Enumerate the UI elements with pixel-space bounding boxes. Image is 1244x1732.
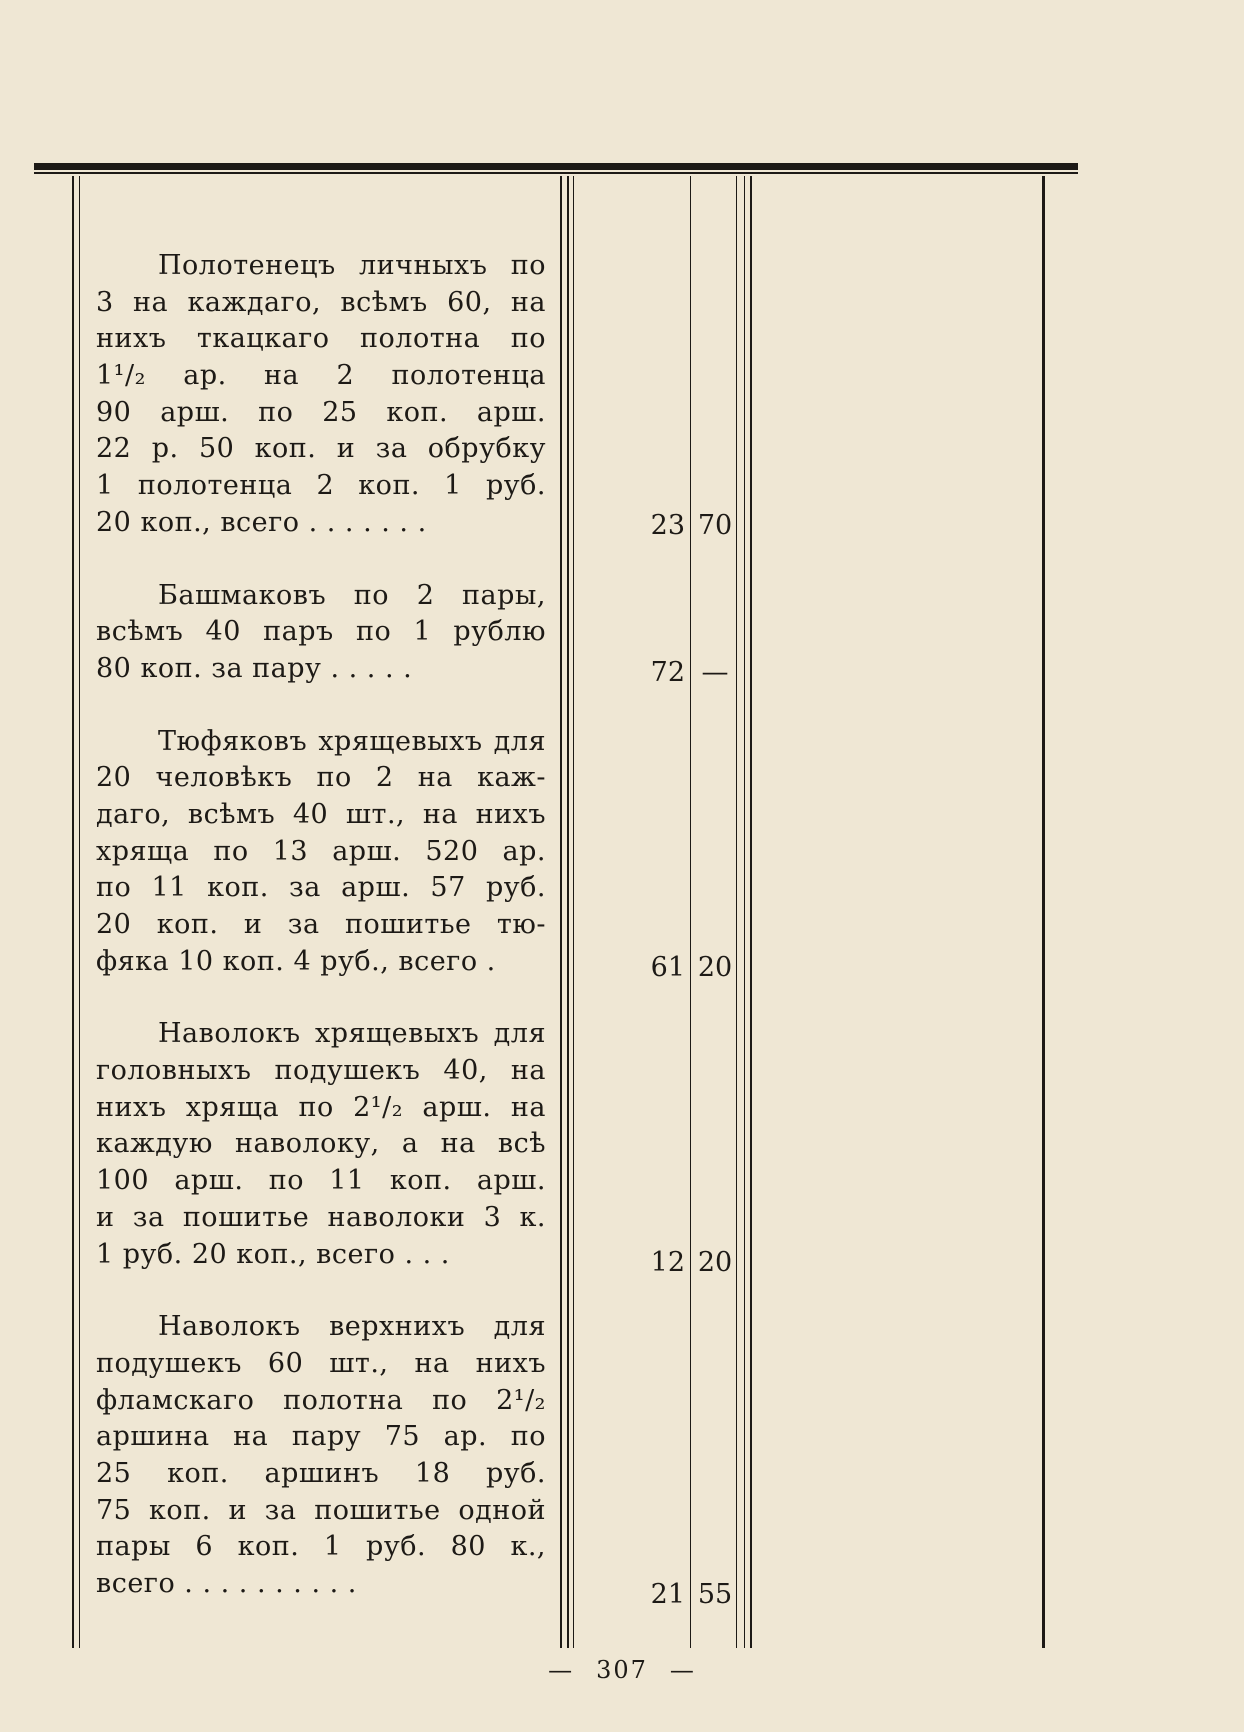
amount-column-rule	[750, 176, 752, 1648]
amount-column-rule	[736, 176, 737, 1648]
entry-line: головныхъ подушекъ 40, на	[96, 1055, 546, 1087]
entry-line: Тюфяковъ хрящевыхъ для	[158, 725, 546, 757]
amount-kopecks: 55	[697, 1579, 733, 1610]
entry-line: 20 человѣкъ по 2 на каж-	[96, 762, 546, 794]
entry-line: 1 руб. 20 коп., всего . . .	[96, 1238, 450, 1270]
top-double-rule	[34, 163, 1078, 170]
divider-rule	[573, 176, 574, 1648]
entry-line: 100 арш. по 11 коп. арш.	[96, 1165, 546, 1197]
entry	[96, 578, 546, 688]
page-footer	[0, 1656, 1244, 1684]
amount-rubles: 23	[650, 510, 685, 541]
entry-line: фламскаго полотна по 2¹/₂	[96, 1384, 546, 1416]
entry-line: Наволокъ верхнихъ для	[158, 1311, 546, 1343]
entry-line: нихъ ткацкаго полотна по	[96, 323, 546, 355]
left-border-rule	[72, 176, 74, 1648]
entry	[96, 248, 546, 542]
entry-line: 20 коп. и за пошитье тю-	[96, 909, 546, 940]
page-number: 307	[596, 1656, 648, 1684]
entry-line: по 11 коп. за арш. 57 руб.	[96, 872, 546, 904]
entry-line: подушекъ 60 шт., на нихъ	[96, 1347, 546, 1379]
amount-kopecks: —	[701, 657, 729, 688]
entry-line: 20 коп., всего . . . . . . .	[96, 506, 427, 538]
left-border-rule-thin	[79, 176, 80, 1648]
entry-line: фяка 10 коп. 4 руб., всего .	[96, 945, 496, 977]
entry-line: каждую наволоку, а на всѣ	[96, 1128, 546, 1160]
entry-line: аршина на пару 75 ар. по	[96, 1421, 546, 1453]
right-border-rule	[1042, 176, 1045, 1648]
amount-rubles: 12	[650, 1247, 685, 1278]
page-number-dash: —	[548, 1656, 575, 1684]
amount-kopecks: 20	[697, 1247, 733, 1278]
entry-line: всѣмъ 40 паръ по 1 рублю	[96, 616, 546, 648]
bleed-through-texture	[790, 248, 1030, 284]
top-double-rule-thin	[34, 172, 1078, 174]
entry-line: пары 6 коп. 1 руб. 80 к.,	[96, 1531, 546, 1563]
entry	[96, 1016, 546, 1273]
amount-kopecks: 70	[697, 510, 733, 541]
entry-line: 90 арш. по 25 коп. арш.	[96, 396, 546, 428]
entry-line: и за пошитье наволоки 3 к.	[96, 1201, 546, 1233]
entry-line: даго, всѣмъ 40 шт., на нихъ	[96, 798, 546, 830]
entry	[96, 724, 546, 981]
entry-line: 80 коп. за пару . . . . .	[96, 652, 413, 684]
entry-line: Полотенецъ личныхъ по	[158, 250, 546, 281]
entry-line: нихъ хряща по 2¹/₂ арш. на	[96, 1091, 546, 1123]
entry-line: хряща по 13 арш. 520 ар.	[96, 835, 546, 867]
amount-rubles: 21	[650, 1579, 685, 1610]
amount-column-rule	[744, 176, 745, 1648]
entry-line: Башмаковъ по 2 пары,	[158, 579, 546, 611]
amount-rubles: 72	[650, 657, 685, 688]
entry-line: Наволокъ хрящевыхъ для	[158, 1018, 546, 1050]
ruble-kopeck-divider	[690, 176, 691, 1648]
entry-line: 22 р. 50 коп. и за обрубку	[96, 433, 546, 465]
page-number-dash: —	[669, 1656, 696, 1684]
entry-line: всего . . . . . . . . . .	[96, 1568, 357, 1599]
entry-line: 25 коп. аршинъ 18 руб.	[96, 1457, 546, 1489]
amount-kopecks: 20	[697, 952, 733, 983]
divider-rule	[560, 176, 562, 1648]
entry-line: 1¹/₂ ар. на 2 полотенца	[96, 360, 546, 392]
entry-line: 1 полотенца 2 коп. 1 руб.	[96, 470, 546, 502]
entry-line: 3 на каждаго, всѣмъ 60, на	[96, 286, 546, 318]
divider-rule	[567, 176, 569, 1648]
entry-line: 75 коп. и за пошитье одной	[96, 1494, 546, 1526]
entry	[96, 1309, 546, 1603]
amount-rubles: 61	[650, 952, 685, 983]
entries-text-column	[96, 248, 546, 1639]
